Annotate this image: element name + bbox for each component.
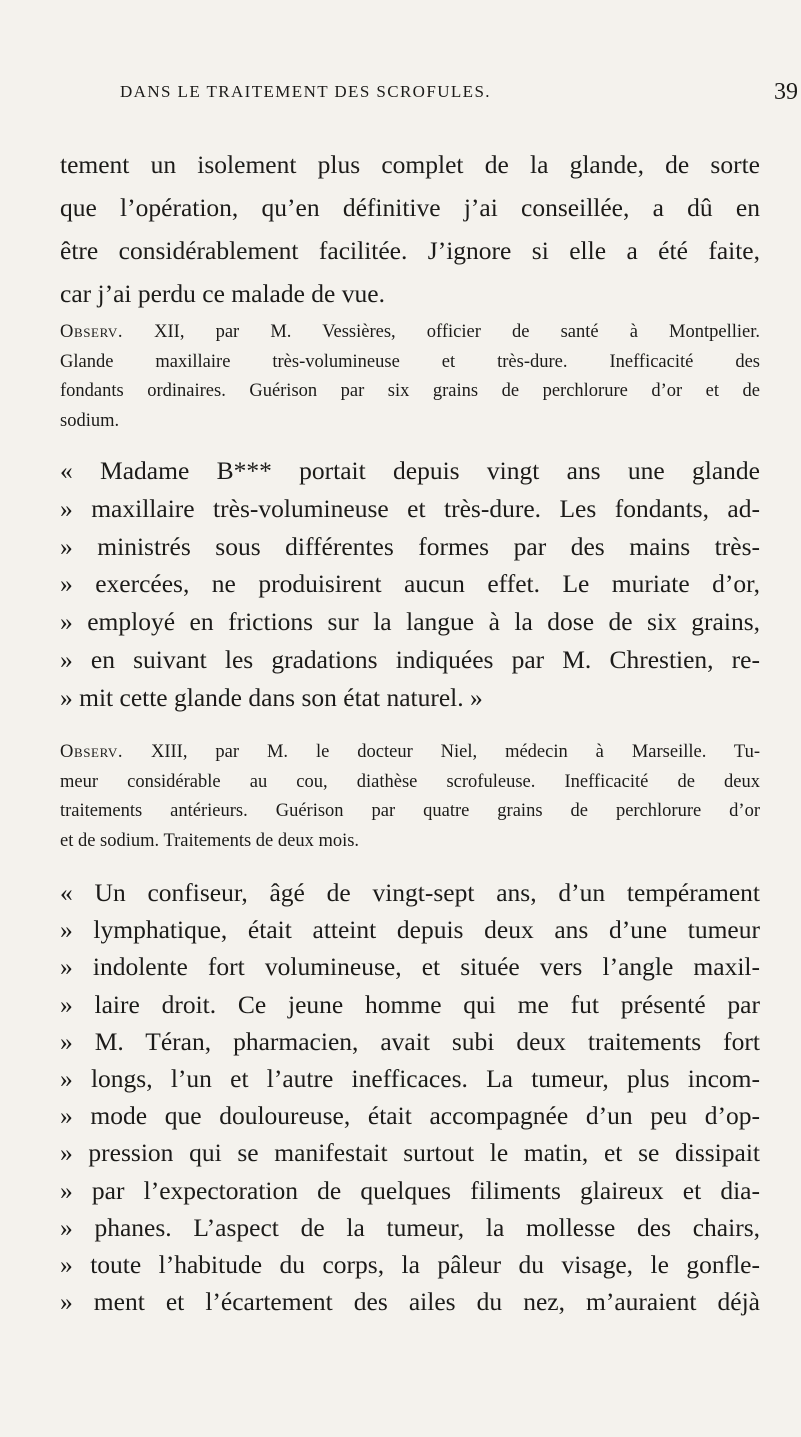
text-line: » pression qui se manifestait surtout le matin, et se dissipait bbox=[60, 1138, 760, 1168]
text-line: traitements antérieurs. Guérison par quatre grains de perchlorure d’or bbox=[60, 801, 760, 821]
text-line bbox=[60, 738, 760, 768]
text-line: » mode que douloureuse, était accompagnée d’un peu d’op- bbox=[60, 1101, 760, 1131]
text-line: être considérablement facilitée. J’ignore si elle a été faite, bbox=[60, 236, 760, 265]
text-line: » mit cette glande dans son état naturel. » bbox=[60, 682, 483, 712]
text-line: » ministrés sous différentes formes par des mains très- bbox=[60, 531, 760, 561]
text-line: « Un confiseur, âgé de vingt-sept ans, d’un tempérament bbox=[60, 878, 760, 907]
page-header bbox=[120, 79, 798, 112]
text-line: » longs, l’un et l’autre inefficaces. La tumeur, plus incom- bbox=[60, 1063, 760, 1093]
text-line: » en suivant les gradations indiquées par M. Chrestien, re- bbox=[60, 644, 760, 674]
text-line: » M. Téran, pharmacien, avait subi deux traitements fort bbox=[60, 1026, 760, 1056]
text-line: » par l’expectoration de quelques filiments glaireux et dia- bbox=[60, 1175, 760, 1205]
text-line: tement un isolement plus complet de la glande, de sorte bbox=[60, 150, 760, 179]
page-number: 39 bbox=[774, 79, 798, 105]
text-line: « Madame B*** portait depuis vingt ans une glande bbox=[60, 456, 760, 485]
text-line: » laire droit. Ce jeune homme qui me fut présenté par bbox=[60, 989, 760, 1019]
text-line: Glande maxillaire très-volumineuse et très-dure. Inefficacité des bbox=[60, 351, 760, 372]
text-line: » employé en frictions sur la langue à la dose de six grains, bbox=[60, 607, 760, 637]
quotation-2 bbox=[60, 874, 760, 1320]
running-head: DANS LE TRAITEMENT DES SCROFULES. bbox=[120, 82, 491, 101]
text-line: fondants ordinaires. Guérison par six grains de perchlorure d’or et de bbox=[60, 381, 760, 401]
text-line: » lymphatique, était atteint depuis deux ans d’une tumeur bbox=[60, 915, 760, 945]
text-line: sodium. bbox=[60, 410, 120, 431]
paragraph-continuation bbox=[60, 143, 760, 315]
observation-13-heading bbox=[60, 738, 760, 856]
observation-label: Observ. bbox=[60, 742, 124, 762]
observation-title: XIII, par M. le docteur Niel, médecin à Marseille. Tu- bbox=[123, 742, 760, 762]
text-line: » ment et l’écartement des ailes du nez, m’auraient déjà bbox=[60, 1287, 760, 1317]
text-line bbox=[60, 318, 760, 348]
text-line: » maxillaire très-volumineuse et très-dure. Les fondants, ad- bbox=[60, 493, 760, 523]
observation-12-heading bbox=[60, 318, 760, 436]
text-line: que l’opération, qu’en définitive j’ai conseillée, a dû en bbox=[60, 193, 760, 222]
text-line: » exercées, ne produisirent aucun effet. Le muriate d’or, bbox=[60, 569, 760, 599]
quotation-1 bbox=[60, 452, 760, 717]
observation-title: XII, par M. Vessières, officier de santé à Montpellier. bbox=[123, 322, 760, 342]
text-line: car j’ai perdu ce malade de vue. bbox=[60, 279, 385, 308]
text-line: et de sodium. Traitements de deux mois. bbox=[60, 830, 360, 851]
text-line: » indolente fort volumineuse, et située vers l’angle maxil- bbox=[60, 952, 760, 982]
text-line: meur considérable au cou, diathèse scrofuleuse. Inefficacité de deux bbox=[60, 771, 760, 792]
observation-label: Observ. bbox=[60, 322, 124, 342]
text-line: » toute l’habitude du corps, la pâleur du visage, le gonfle- bbox=[60, 1249, 760, 1279]
text-line: » phanes. L’aspect de la tumeur, la mollesse des chairs, bbox=[60, 1212, 760, 1242]
